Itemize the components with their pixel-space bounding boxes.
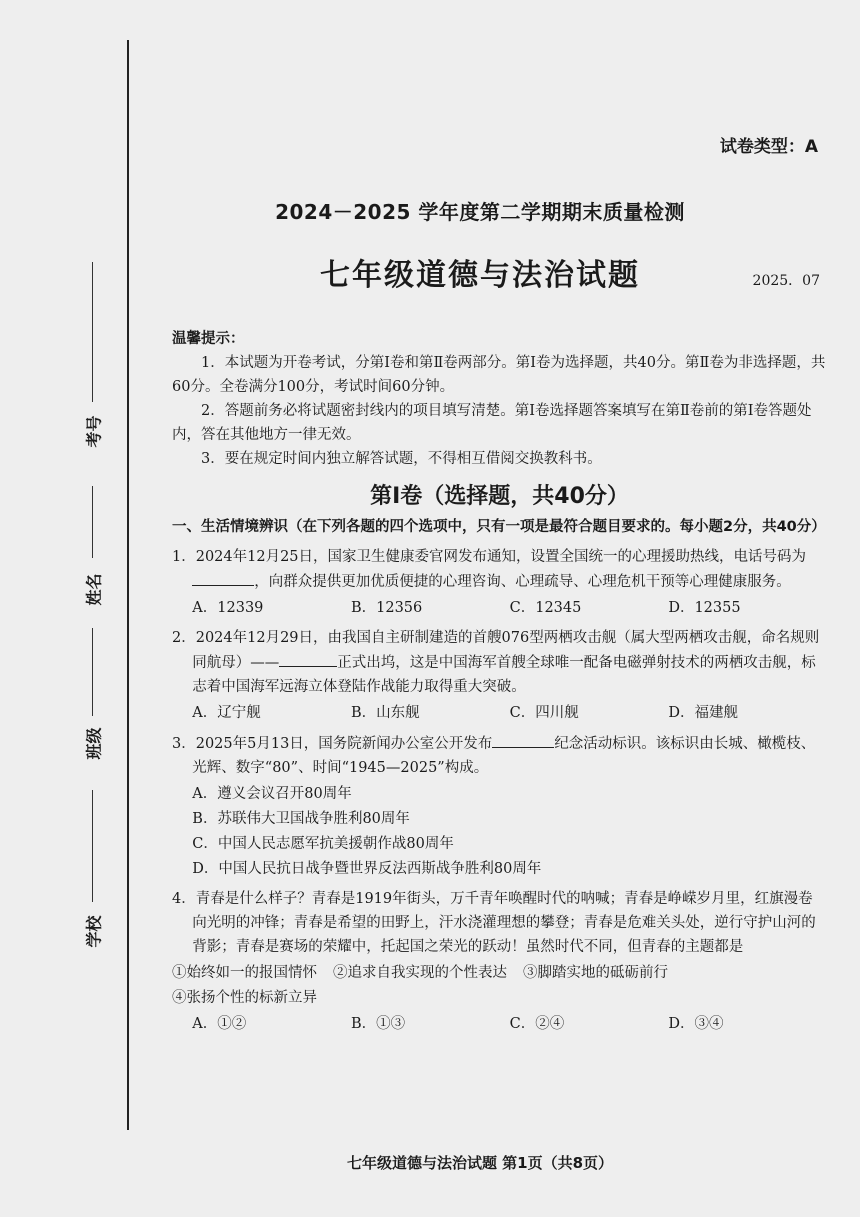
paper-type: 试卷类型：A	[719, 137, 818, 157]
tip-item: 3．要在规定时间内独立解答试题，不得相互借阅交换教科书。	[201, 451, 602, 467]
answer-blank	[279, 650, 337, 667]
tip-item: 2．答题前务必将试题密封线内的项目填写清楚。第Ⅰ卷选择题答案填写在第Ⅱ卷前的第Ⅰ卷答题处内，答在其他地方一律无效。	[172, 403, 812, 443]
binding-line	[127, 40, 129, 1130]
question-3-stem: 3．2025年5月13日，国务院新闻办公室公开发布 纪念活动标识。该标识由长城、橄榄枝、光辉、数字“80”、时间“1945—2025”构成。	[172, 731, 827, 780]
option-b: B．12356	[350, 600, 423, 616]
question-4	[172, 887, 827, 1036]
option-a: A．辽宁舰	[192, 705, 261, 721]
tips-heading: 温馨提示：	[172, 331, 245, 347]
banji-blank-line	[92, 628, 93, 716]
question-3	[172, 731, 827, 881]
exam-title: 七年级道德与法治试题	[320, 258, 640, 293]
exam-date: 2025．07	[752, 273, 820, 289]
section1-heading: 一、生活情境辨识（在下列各题的四个选项中，只有一项是最符合题目要求的。每小题2分，共40分）	[172, 519, 826, 535]
option-a: A．遵义会议召开80周年	[192, 786, 352, 802]
option-b: B．苏联伟大卫国战争胜利80周年	[192, 811, 410, 827]
side-label-xingming: 姓名	[84, 573, 104, 606]
question-2-stem: 2．2024年12月29日，由我国自主研制建造的首艘076型两栖攻击舰（属大型两栖攻击舰，命名规则同航母）—— 正式出坞，这是中国海军首艘全球唯一配备电磁弹射技术的两栖攻击舰，标志着中国海军远海立体登陆作战能力取得重大突破。	[172, 630, 820, 695]
question-2-options	[172, 701, 827, 725]
side-label-xuexiao: 学校	[84, 915, 104, 948]
question-4-options	[172, 1012, 827, 1036]
tip-item: 1．本试题为开卷考试，分第Ⅰ卷和第Ⅱ卷两部分。第Ⅰ卷为选择题，共40分。第Ⅱ卷为非选择题，共60分。全卷满分100分，考试时间60分钟。	[172, 355, 826, 395]
statement-4: ④张扬个性的标新立异	[172, 990, 317, 1006]
xuexiao-blank-line	[92, 790, 93, 902]
exam-subtitle: 2024－2025 学年度第二学期期末质量检测	[275, 200, 685, 224]
option-d: D．福建舰	[668, 705, 738, 721]
statement-2: ②追求自我实现的个性表达	[333, 965, 507, 981]
question-1-options	[172, 596, 827, 620]
question-1-stem: 1．2024年12月25日，国家卫生健康委官网发布通知，设置全国统一的心理援助热线，电话号码为，向群众提供更加优质便捷的心理咨询、心理疏导、心理危机干预等心理健康服务。	[172, 549, 807, 590]
answer-blank	[192, 569, 254, 586]
option-d: D．③④	[668, 1016, 724, 1032]
question-1	[172, 545, 827, 620]
exam-content	[172, 327, 827, 1036]
xingming-blank-line	[92, 486, 93, 558]
option-c: C．12345	[509, 600, 582, 616]
side-label-banji: 班级	[84, 727, 104, 760]
question-4-stem: 4．青春是什么样子？青春是1919年街头，万千青年唤醒时代的呐喊；青春是峥嵘岁月里，红旗漫卷向光明的冲锋；青春是希望的田野上，汗水浇灌理想的攀登；青春是危难关头处，逆行守护山河的背影；青春是赛场的荣耀中，托起国之荣光的跃动！虽然时代不同，但青春的主题都是	[172, 891, 816, 955]
part1-title: 第Ⅰ卷（选择题，共40分）	[370, 484, 629, 509]
option-b: B．①③	[350, 1016, 406, 1032]
page-footer: 七年级道德与法治试题 第1页（共8页）	[346, 1154, 614, 1172]
question-2	[172, 626, 827, 725]
side-label-kaohao: 考号	[84, 415, 104, 448]
statement-3: ③脚踏实地的砥砺前行	[523, 965, 668, 981]
statement-1: ①始终如一的报国情怀	[172, 965, 317, 981]
question-3-options	[172, 782, 827, 881]
answer-blank	[492, 731, 554, 748]
option-c: C．四川舰	[509, 705, 579, 721]
option-d: D．中国人民抗日战争暨世界反法西斯战争胜利80周年	[192, 861, 542, 877]
option-c: C．②④	[509, 1016, 565, 1032]
question-4-statements	[172, 961, 827, 1010]
option-c: C．中国人民志愿军抗美援朝作战80周年	[192, 836, 454, 852]
option-b: B．山东舰	[350, 705, 420, 721]
kaohao-blank-line	[92, 262, 93, 402]
option-d: D．12355	[668, 600, 741, 616]
option-a: A．①②	[192, 1016, 247, 1032]
option-a: A．12339	[192, 600, 264, 616]
